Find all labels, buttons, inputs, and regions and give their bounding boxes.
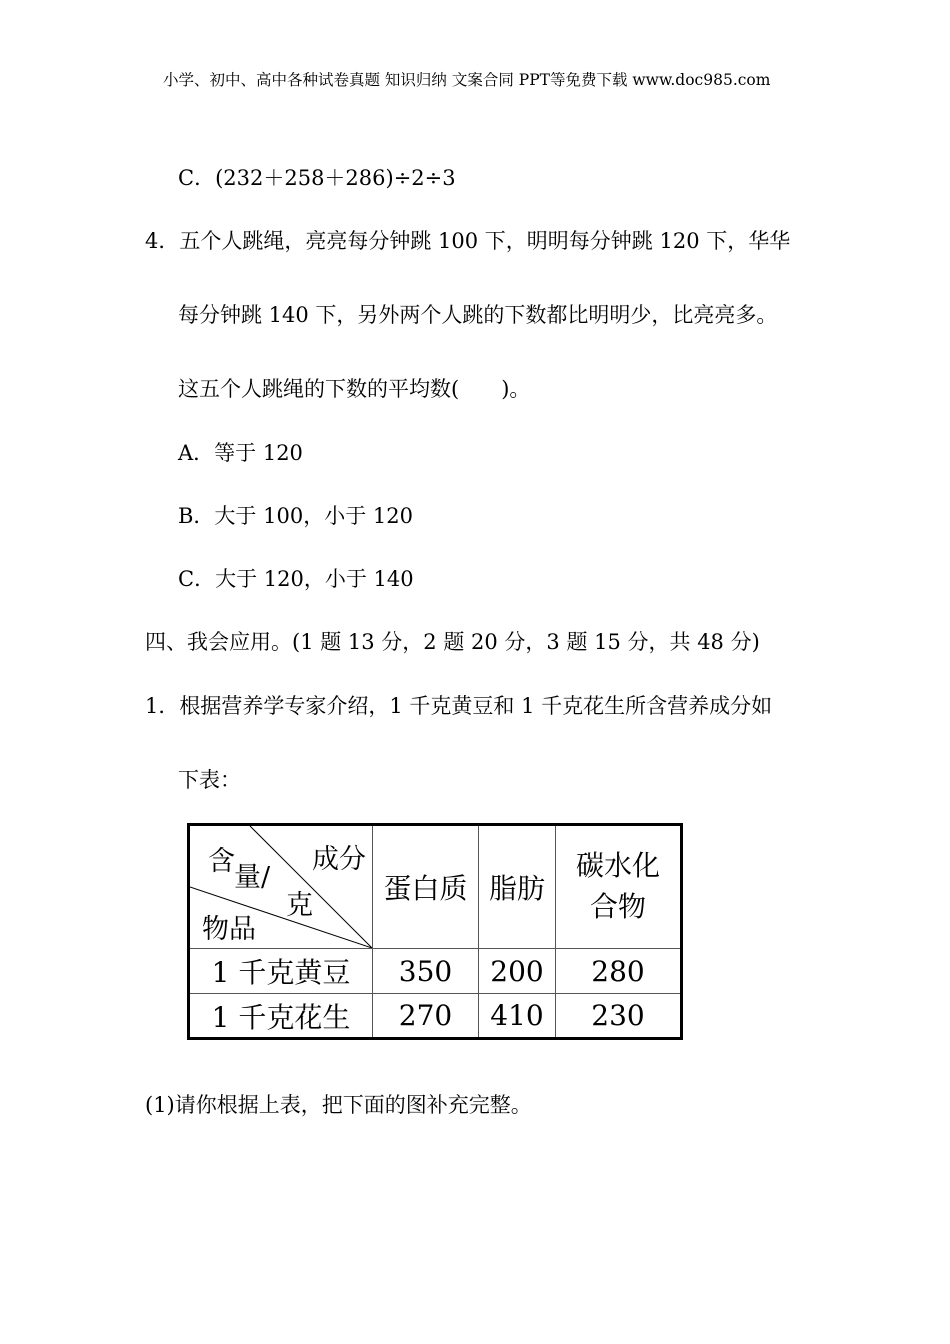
q1-line-2: 下表： (178, 768, 241, 792)
table-corner-cell (189, 825, 373, 949)
row-label: 1 千克花生 (189, 994, 373, 1039)
page-header: 小学、初中、高中各种试卷真题 知识归纳 文案合同 PPT等免费下载 www.doc985.com (163, 71, 771, 89)
column-header-carbohydrate: 碳水化合物 (556, 825, 682, 949)
nutrition-table (187, 823, 683, 1040)
table-row (189, 994, 682, 1039)
corner-label-component: 成分 (312, 844, 366, 875)
table-cell: 230 (556, 994, 682, 1039)
q4-option-a: A．等于 120 (178, 441, 303, 465)
q1-line-1: 1．根据营养学专家介绍，1 千克黄豆和 1 千克花生所含营养成分如 (145, 694, 773, 718)
q4-line-3: 这五个人跳绳的下数的平均数( )。 (178, 377, 531, 401)
q3-option-c: C．(232＋258＋286)÷2÷3 (178, 166, 456, 190)
table-cell: 410 (479, 994, 556, 1039)
q4-line-1: 4．五个人跳绳，亮亮每分钟跳 100 下，明明每分钟跳 120 下，华华 (145, 229, 791, 253)
q4-option-c: C．大于 120，小于 140 (178, 567, 414, 591)
corner-label-content: 含 (208, 846, 235, 877)
table-cell: 200 (479, 949, 556, 994)
sub-question-1: (1)请你根据上表，把下面的图补充完整。 (145, 1093, 532, 1117)
table-header-row (189, 825, 682, 949)
q4-line-2: 每分钟跳 140 下，另外两个人跳的下数都比明明少，比亮亮多。 (178, 303, 778, 327)
column-header-fat: 脂肪 (479, 825, 556, 949)
table-cell: 270 (373, 994, 479, 1039)
table-cell: 350 (373, 949, 479, 994)
q4-option-b: B．大于 100，小于 120 (178, 504, 413, 528)
corner-label-amount: 量/ (234, 862, 271, 893)
row-label: 1 千克黄豆 (189, 949, 373, 994)
table-row (189, 949, 682, 994)
corner-label-item: 物品 (202, 914, 256, 945)
section-4-heading: 四、我会应用。(1 题 13 分，2 题 20 分，3 题 15 分，共 48 分) (145, 630, 760, 654)
column-header-protein: 蛋白质 (373, 825, 479, 949)
table-cell: 280 (556, 949, 682, 994)
corner-label-gram: 克 (286, 890, 313, 921)
